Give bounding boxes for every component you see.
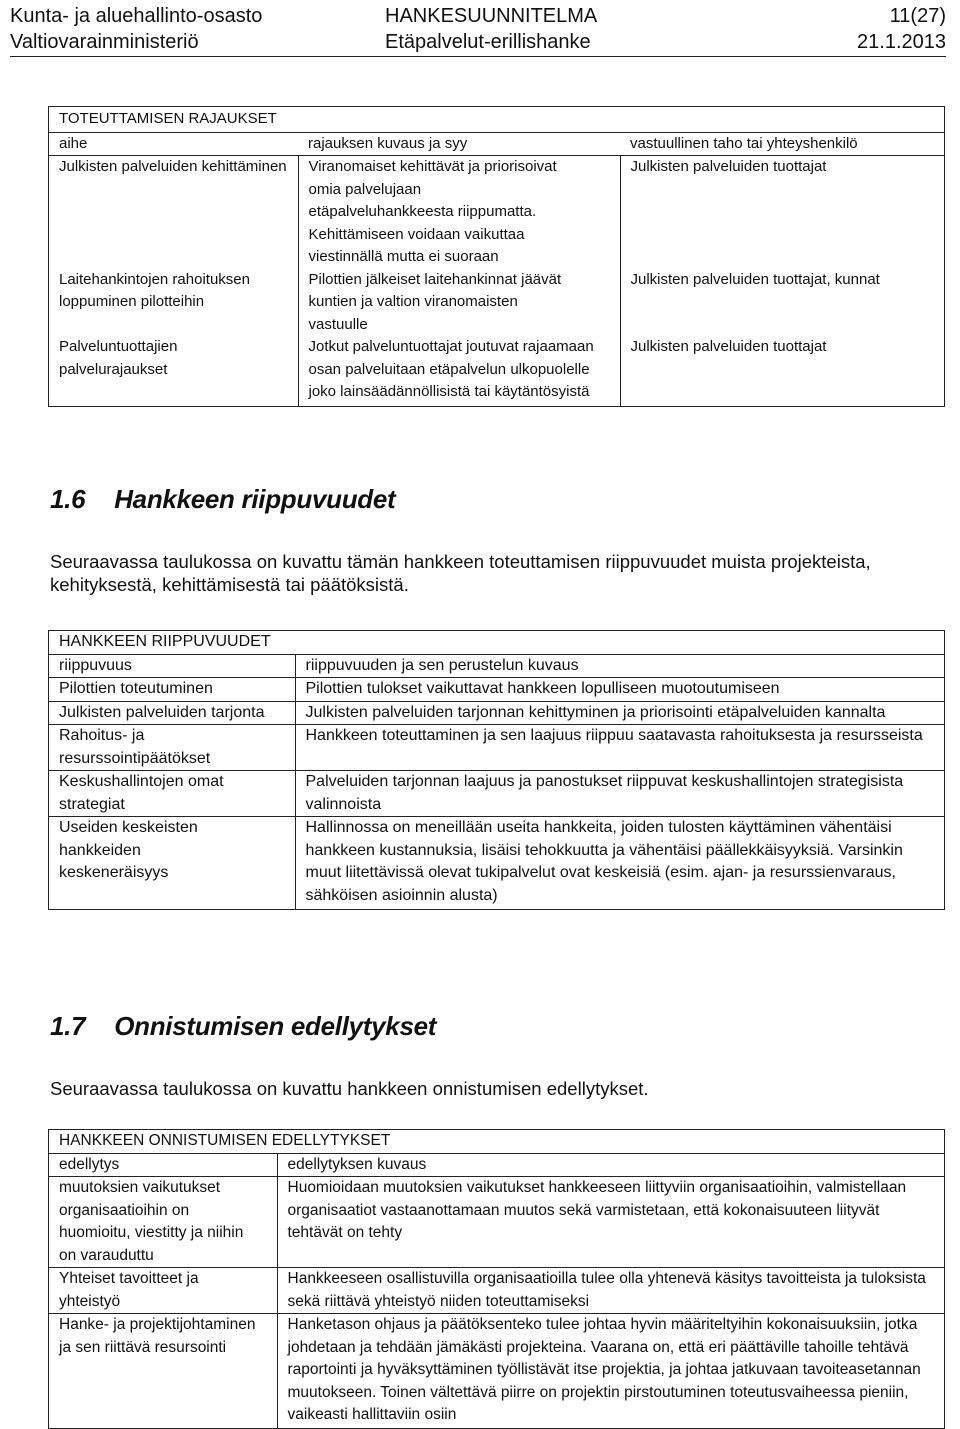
table-row — [49, 701, 944, 725]
section-heading-1-6 — [50, 484, 395, 515]
section-title: Hankkeen riippuvuudet — [114, 484, 396, 514]
table-row — [49, 725, 944, 771]
table-row — [49, 336, 944, 406]
table-cell: Julkisten palveluiden kehittäminen — [59, 158, 287, 175]
table-caption: HANKKEEN RIIPPUVUUDET — [49, 631, 944, 654]
table-caption: TOTEUTTAMISEN RAJAUKSET — [49, 107, 944, 132]
table-header-cell: edellytys — [49, 1153, 277, 1177]
table-header-cell: riippuvuus — [49, 654, 295, 678]
header-page-number: 11(27) — [889, 5, 946, 27]
section-intro-paragraph: Seuraavassa taulukossa on kuvattu tämän hankkeen toteuttamisen riippuvuudet muista projekteista, kehityksestä, kehittämisestä tai päätöksistä. — [50, 551, 871, 595]
table-cell: Hanke- ja projektijohtaminen ja sen riittävä resursointi — [59, 1316, 256, 1356]
table-cell: Julkisten palveluiden tuottajat — [620, 336, 944, 406]
table-cell: Huomioidaan muutoksien vaikutukset hankkeeseen liittyviin organisaatioihin, valmistellaan organisaatiot vastaanottamaan muutos sekä varmistetaan, että kokonaisuuteen liityvät tehtävät on tehty — [277, 1177, 944, 1268]
table-cell: Pilottien tulokset vaikuttavat hankkeen lopulliseen muotoutumiseen — [295, 678, 944, 702]
header-project: Etäpalvelut-erillishanke — [385, 31, 591, 53]
table-cell: Useiden keskeisten hankkeiden keskeneräisyys — [59, 819, 198, 881]
table-row — [49, 1314, 944, 1428]
table-cell: Julkisten palveluiden tarjonta — [49, 701, 295, 725]
header-date: 21.1.2013 — [857, 31, 946, 53]
table-cell: Julkisten palveluiden tarjonnan kehittyminen ja priorisointi etäpalveluiden kannalta — [295, 701, 944, 725]
table-cell: Palveluntuottajien palvelurajaukset — [59, 338, 178, 378]
table-cell: Julkisten palveluiden tuottajat — [620, 156, 944, 269]
table-cell: Pilottien jälkeiset laitehankinnat jäävät kuntien ja valtion viranomaisten vastuulle — [298, 269, 620, 337]
section-number: 1.6 — [50, 484, 86, 514]
table-cell: muutoksien vaikutukset organisaatioihin on huomioitu, viestitty ja niihin on varauduttu — [49, 1177, 277, 1268]
table-header-cell: vastuullinen taho tai yhteyshenkilö — [620, 132, 944, 156]
header-divider — [10, 56, 946, 57]
table-cell: Yhteiset tavoitteet ja yhteistyö — [49, 1268, 277, 1314]
section-heading-1-7 — [50, 1011, 436, 1042]
table-row — [49, 269, 944, 337]
table-cell: Hankkeen toteuttaminen ja sen laajuus riippuu saatavasta rahoituksesta ja resursseista — [295, 725, 944, 771]
table-cell: Jotkut palveluntuottajat joutuvat rajaamaan osan palveluitaan etäpalvelun ulkopuolelle joko lainsäädännöllisistä tai käytäntösyistä — [298, 336, 620, 406]
table-row — [49, 817, 944, 910]
table-header-cell: aihe — [49, 132, 298, 156]
section-title: Onnistumisen edellytykset — [114, 1011, 437, 1041]
table-cell: Hallinnossa on meneillään useita hankkeita, joiden tulosten käyttäminen vähentäisi hankkeen kustannuksia, lisäisi tehokkuutta ja vähentäisi päällekkäisyyksiä. Varsinkin muut liitettävissä olevat tukipalvelut ovat keskeisiä (esim. ajan- ja resurssienvaraus, sähköisen asioinnin alusta) — [295, 817, 944, 910]
table-cell: Pilottien toteutuminen — [49, 678, 295, 702]
table-cell: Palveluiden tarjonnan laajuus ja panostukset riippuvat keskushallintojen strategisista valinnoista — [295, 771, 944, 817]
table-row — [49, 156, 944, 269]
table-cell: Hankkeeseen osallistuvilla organisaatioilla tulee olla yhtenevä käsitys tavoitteista ja tuloksista sekä riittävä yhteistyö niiden toteuttamiseksi — [277, 1268, 944, 1314]
table-header-cell: riippuvuuden ja sen perustelun kuvaus — [295, 654, 944, 678]
table-caption: HANKKEEN ONNISTUMISEN EDELLYTYKSET — [49, 1130, 944, 1153]
header-ministry: Valtiovarainministeriö — [10, 31, 199, 53]
success-conditions-table — [49, 1130, 944, 1428]
table-cell: Hanketason ohjaus ja päätöksenteko tulee johtaa hyvin määriteltyihin kokonaisuuksiin, jotka johdetaan ja tehdään jämäkästi projekteina. Vaarana on, että eri päättäville tahoille tehtävä raportointi ja hyväksyttäminen työllistävät itse projektia, ja johtaa jatkuvaan tavoiteasetannan muutokseen. Toinen vältettävä piirre on projektin pirstoutuminen toteutusvaiheessa pieniin, vaikeasti hallittaviin osiin — [277, 1314, 944, 1428]
table-cell: Julkisten palveluiden tuottajat, kunnat — [620, 269, 944, 337]
dependencies-table — [49, 631, 944, 909]
section-intro-paragraph: Seuraavassa taulukossa on kuvattu hankkeen onnistumisen edellytykset. — [50, 1078, 649, 1099]
table-row — [49, 1268, 944, 1314]
table-cell: Viranomaiset kehittävät ja priorisoivat omia palvelujaan etäpalveluhankkeesta riippumatta. Kehittämiseen voidaan vaikuttaa viestinnällä mutta ei suoraan — [298, 156, 620, 269]
restrictions-table — [49, 107, 944, 406]
table-row — [49, 678, 944, 702]
table-row — [49, 771, 944, 817]
header-doc-type: HANKESUUNNITELMA — [385, 5, 598, 27]
table-cell: Laitehankintojen rahoituksen loppuminen pilotteihin — [59, 270, 250, 310]
table-row — [49, 1177, 944, 1268]
section-number: 1.7 — [50, 1011, 86, 1041]
table-cell: Rahoitus- ja resurssointipäätökset — [49, 725, 295, 771]
header-org: Kunta- ja aluehallinto-osasto — [10, 5, 263, 27]
table-cell: Keskushallintojen omat strategiat — [49, 771, 295, 817]
table-header-cell: rajauksen kuvaus ja syy — [298, 132, 620, 156]
table-header-cell: edellytyksen kuvaus — [277, 1153, 944, 1177]
